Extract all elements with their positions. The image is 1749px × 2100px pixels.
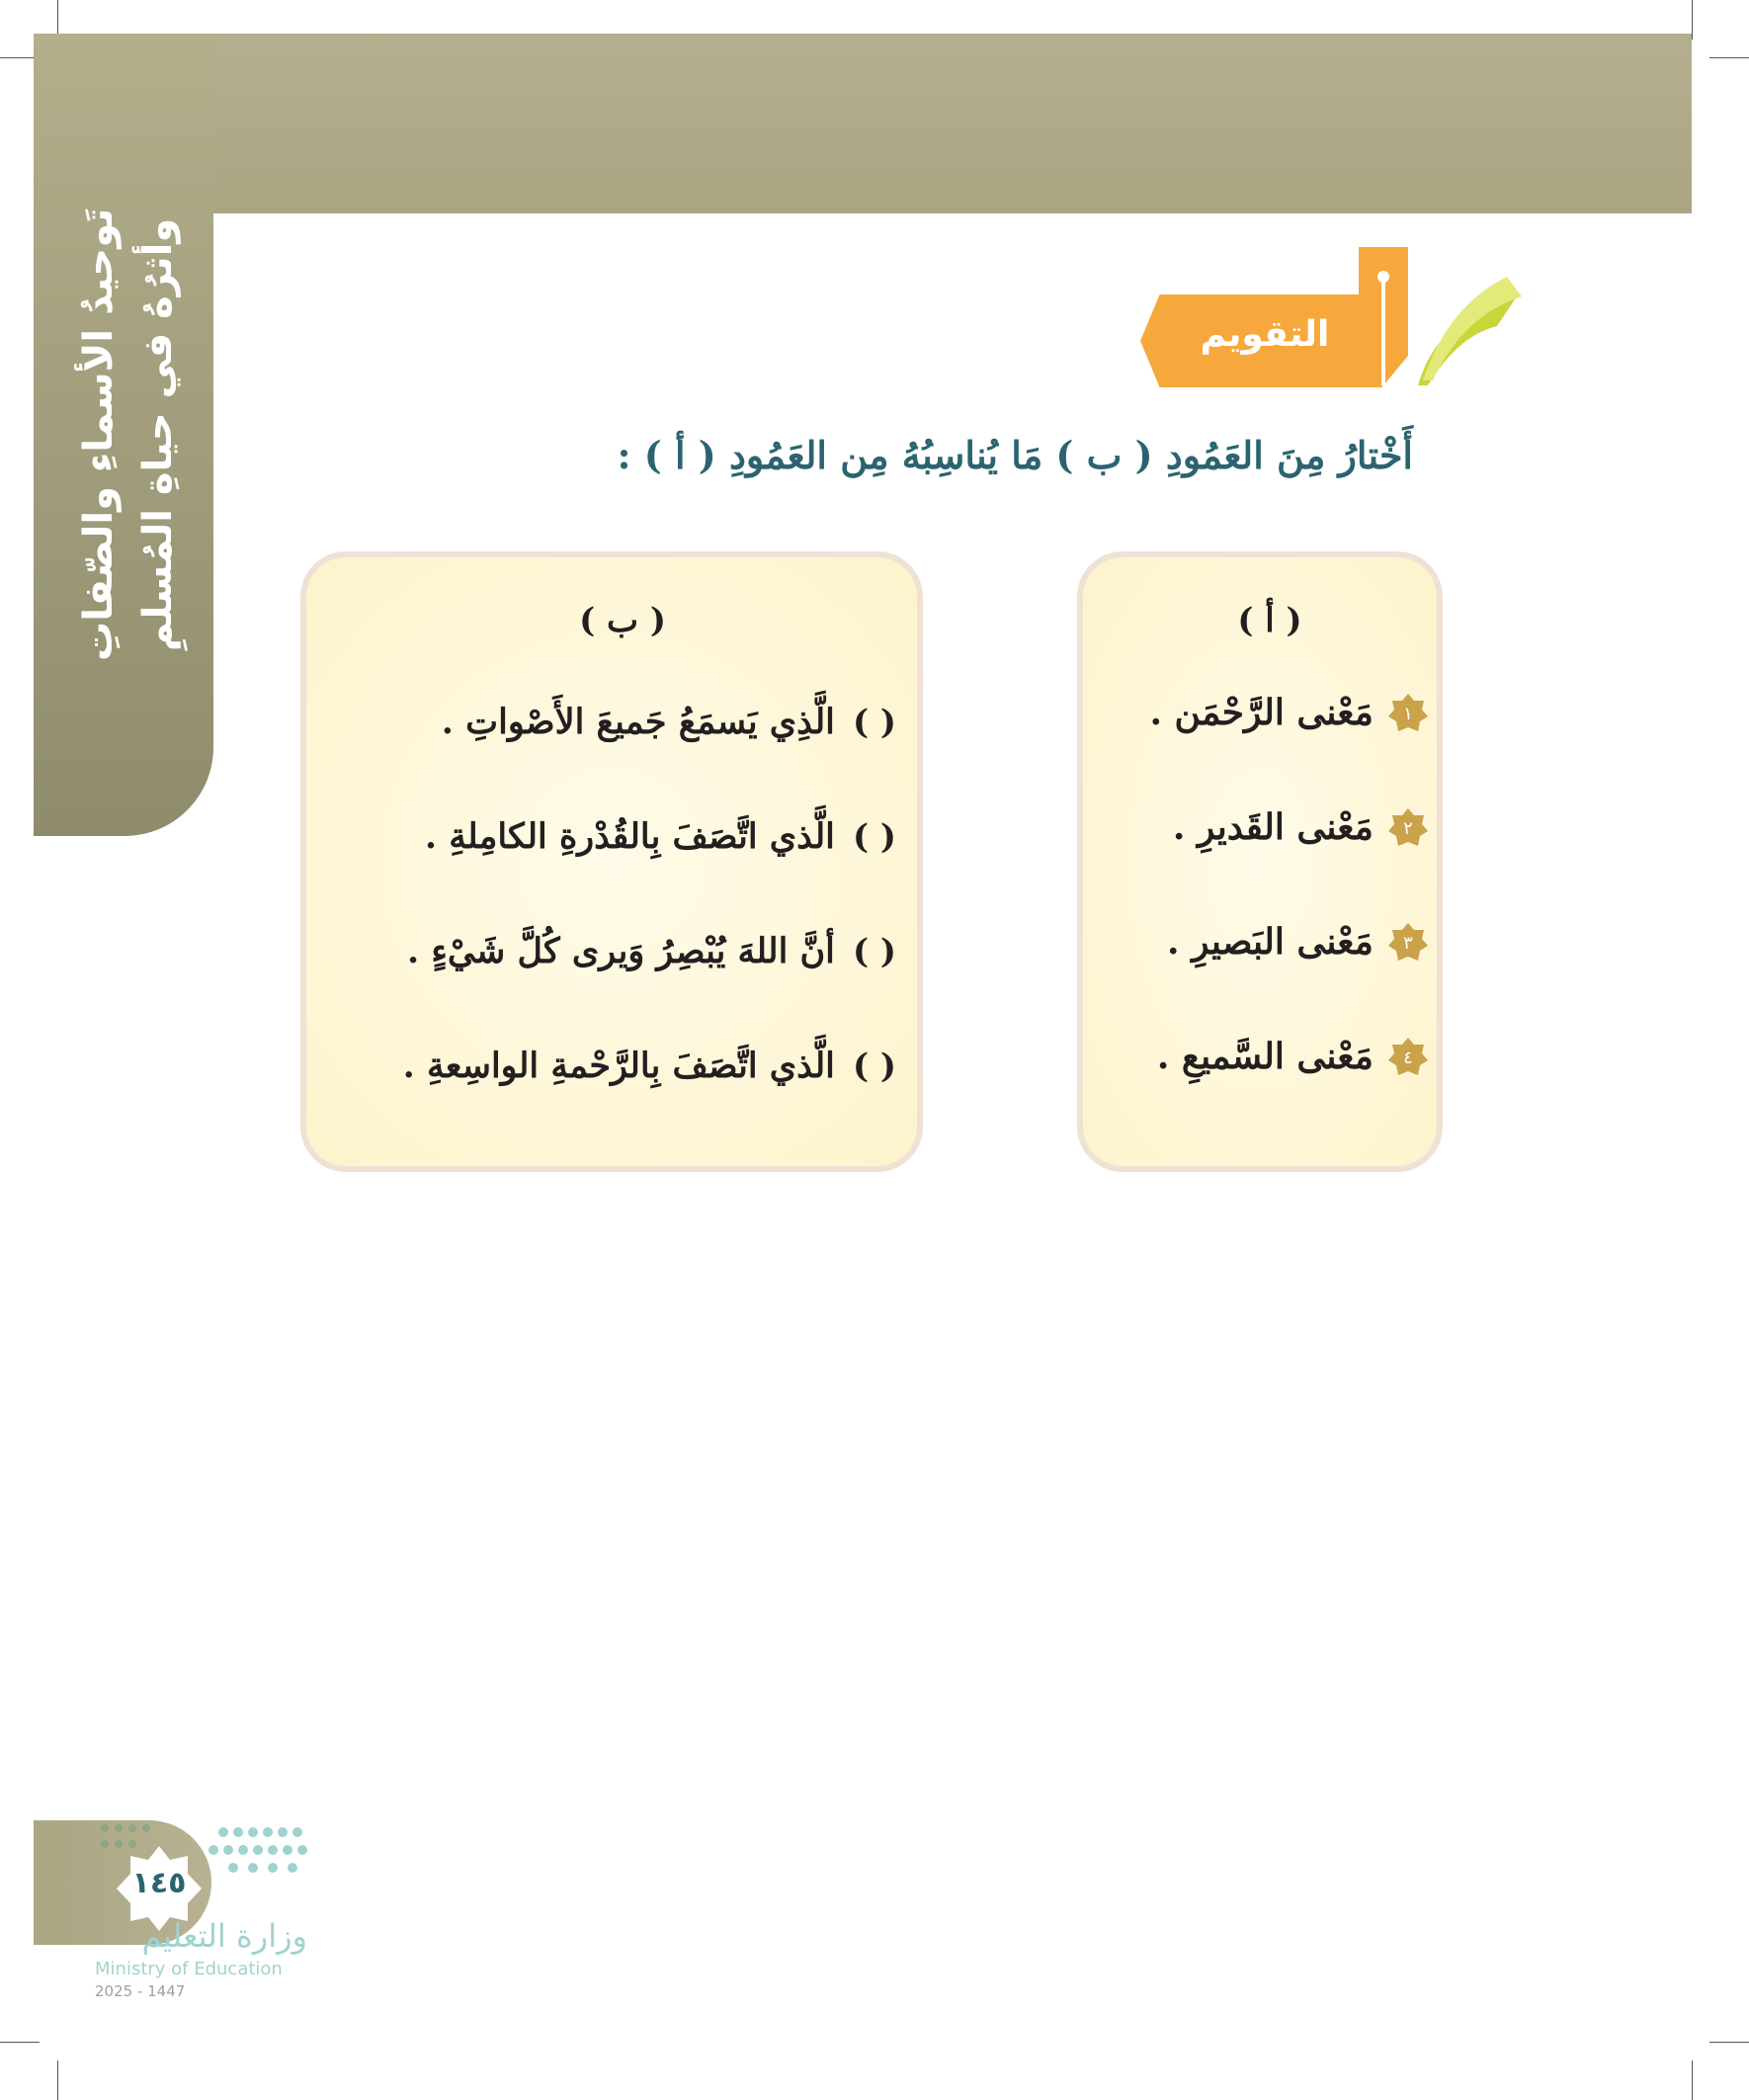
number-badge-text: ٢ (1403, 818, 1413, 839)
ministry-name-english: Ministry of Education (95, 1959, 283, 1979)
column-b-item-text: الَّذِي يَسمَعُ جَميعَ الأَصْواتِ . (441, 702, 835, 742)
column-a-heading: ( أ ) (1237, 601, 1302, 640)
section-tag-label: التقويم (1200, 314, 1330, 355)
crop-mark (0, 2042, 40, 2043)
answer-blank[interactable]: ( ) (852, 932, 896, 971)
column-b-item (316, 702, 909, 765)
column-a-item (1087, 1036, 1428, 1095)
column-a-item-text: مَعْنى القَديرِ . (1172, 806, 1374, 848)
number-badge-text: ٣ (1403, 933, 1413, 954)
number-badge-icon (1388, 693, 1428, 732)
column-a-item-text: مَعْنى السَّميعِ . (1156, 1036, 1374, 1077)
crop-mark (1709, 57, 1749, 58)
crop-mark (1692, 2060, 1693, 2100)
page-number: ١٤٥ (131, 1866, 187, 1900)
column-b-item (316, 931, 909, 994)
column-a-item-text: مَعْنى البَصيرِ . (1167, 921, 1374, 963)
column-b-item-text: أنَّ اللهَ يُبْصِرُ وَيرى كُلَّ شَيْءٍ . (407, 931, 835, 971)
crop-mark (57, 2060, 58, 2100)
number-badge-icon (1388, 807, 1428, 847)
column-a-item-text: مَعْنى الرَّحْمَن . (1149, 692, 1374, 733)
column-a-item (1087, 806, 1428, 866)
column-b-item (316, 816, 909, 880)
top-header-band (34, 34, 1692, 213)
chapter-title: تَوحيدُ الأسماءِ والصّفاتِ وأثرُهُ في حياةِ المُسلمِ (76, 208, 181, 662)
column-b-item (316, 1046, 909, 1109)
crop-mark (1692, 0, 1693, 40)
answer-blank[interactable]: ( ) (852, 703, 896, 742)
column-b-heading: ( ب ) (579, 601, 666, 640)
number-badge-icon (1388, 1037, 1428, 1076)
number-badge-icon (1388, 922, 1428, 962)
number-badge-text: ١ (1403, 704, 1413, 724)
exercise-instruction: أَخْتارُ مِنَ العَمُودِ ( ب ) مَا يُناسِبُهُ مِن العَمُودِ ( أ ) : (617, 433, 1413, 477)
answer-blank[interactable]: ( ) (852, 1047, 896, 1086)
ministry-year: 2025 - 1447 (95, 1982, 186, 2000)
column-a-item (1087, 921, 1428, 980)
column-b-item-text: الَّذي اتَّصَفَ بِالرَّحْمةِ الواسِعةِ . (402, 1046, 835, 1086)
column-b-item-text: الَّذي اتَّصَفَ بِالقُدْرةِ الكامِلةِ . (424, 816, 835, 857)
ministry-name-arabic: وزارة التعليم (141, 1917, 307, 1955)
pen-book-icon (1349, 237, 1527, 395)
number-badge-text: ٤ (1403, 1048, 1413, 1068)
answer-blank[interactable]: ( ) (852, 817, 896, 857)
column-a-item (1087, 692, 1428, 751)
crop-mark (1709, 2042, 1749, 2043)
